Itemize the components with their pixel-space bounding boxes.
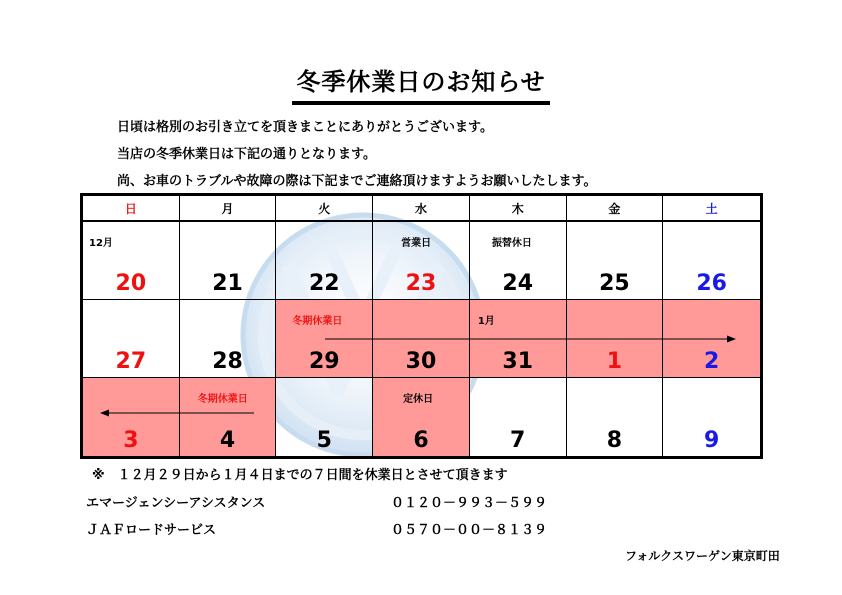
day-number: 2: [703, 349, 720, 374]
weekday-fri: 金: [567, 196, 664, 222]
month-label-jan: 1月: [477, 316, 495, 327]
jaf-label: ＪＡＦロードサービス: [86, 523, 217, 538]
day-cell-9: [663, 378, 760, 456]
day-number: 3: [123, 428, 139, 453]
day-cell-31: [470, 300, 567, 378]
day-number: 25: [599, 271, 630, 296]
day-cell-1: [567, 300, 664, 378]
day-cell-24: [470, 222, 567, 300]
day-cell-25: [567, 222, 664, 300]
intro-line-1: 日頃は格別のお引き立てを頂きまことにありがとうございます。: [117, 120, 493, 135]
calendar-grid: [80, 193, 763, 459]
day-number: 27: [115, 349, 147, 374]
day-cell-27: [83, 300, 180, 378]
jaf-phone: ０５７０－００－８１３９: [391, 523, 548, 538]
weekday-thu: 木: [470, 196, 567, 222]
weekday-wed: 水: [373, 196, 470, 222]
page-title: 冬季休業日のお知らせ: [0, 62, 842, 103]
day-number: 8: [606, 428, 623, 453]
intro-line-3: 尚、お車のトラブルや故障の際は下記までご連絡頂けますようお願いしたします。: [117, 174, 597, 189]
day-cell-29: [276, 300, 373, 378]
weekday-sun: 日: [83, 196, 180, 222]
day-cell-7: [470, 378, 567, 456]
dealer-name: フォルクスワーゲン東京町田: [625, 549, 780, 563]
day-number: 29: [308, 349, 340, 374]
weekday-tue: 火: [276, 196, 373, 222]
day-cell-28: [180, 300, 277, 378]
day-cell-26: [663, 222, 760, 300]
day-cell-5: [276, 378, 373, 456]
day-cell-30: [373, 300, 470, 378]
day-number: 28: [212, 349, 243, 374]
day-cell-8: [567, 378, 664, 456]
day-number: 1: [606, 349, 623, 374]
emergency-label: エマージェンシーアシスタンス: [86, 496, 266, 511]
regular-holiday-note: 定休日: [403, 394, 434, 405]
weekday-sat: 土: [663, 196, 760, 222]
day-cell-22: [276, 222, 373, 300]
day-number: 7: [510, 428, 526, 453]
day-number: 23: [405, 271, 437, 296]
day-cell-2: [663, 300, 760, 378]
emergency-phone: ０１２０－９９３－５９９: [391, 496, 548, 511]
weekday-mon: 月: [180, 196, 277, 222]
day-number: 30: [405, 349, 437, 374]
day-number: 24: [502, 271, 534, 296]
day-number: 21: [212, 271, 243, 296]
intro-line-2: 当店の冬季休業日は下記の通りとなります。: [117, 147, 376, 162]
day-cell-6: [373, 378, 470, 456]
business-day-note: 営業日: [401, 238, 432, 249]
winter-holiday-label: 冬期休業日: [292, 316, 343, 327]
day-number: 6: [413, 428, 429, 453]
winter-holiday-label: 冬期休業日: [197, 394, 248, 405]
day-number: 20: [115, 271, 147, 296]
day-number: 26: [696, 271, 727, 296]
day-cell-23: [373, 222, 470, 300]
day-number: 9: [703, 428, 720, 453]
day-cell-3: [83, 378, 180, 456]
holiday-notice: ※ １２月２９日から１月４日までの７日間を休業日とさせて頂きます: [92, 468, 508, 483]
day-number: 5: [316, 428, 332, 453]
day-number: 31: [502, 349, 534, 374]
day-number: 4: [219, 428, 236, 453]
substitute-holiday-note: 振替休日: [491, 238, 532, 249]
day-cell-20: [83, 222, 180, 300]
day-cell-21: [180, 222, 277, 300]
day-cell-4: [180, 378, 277, 456]
month-label-dec: 12月: [89, 238, 113, 249]
day-number: 22: [308, 271, 340, 296]
